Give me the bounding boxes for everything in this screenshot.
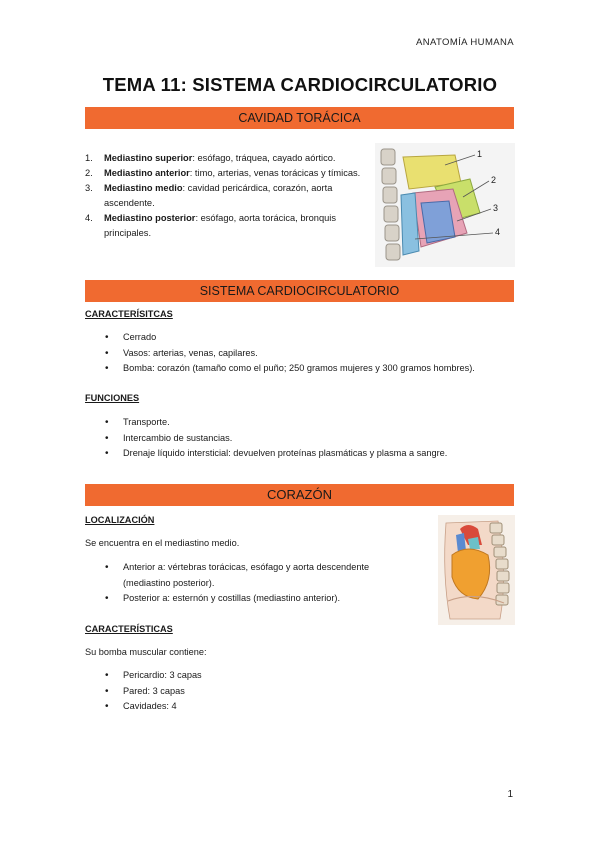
item-text: Posterior a: esternón y costillas (mediastino anterior). bbox=[123, 593, 341, 603]
item-number: 2. bbox=[85, 168, 93, 178]
item-term: Mediastino superior bbox=[104, 153, 193, 163]
caracteristicas-text: Su bomba muscular contiene: bbox=[85, 647, 207, 657]
list-item: • Drenaje líquido intersticial: devuelven proteínas plasmáticas y plasma a sangre. bbox=[105, 448, 448, 459]
list-item: • Transporte. bbox=[105, 417, 170, 428]
list-item: • Vasos: arterias, venas, capilares. bbox=[105, 347, 258, 359]
item-number: 1. bbox=[85, 153, 93, 163]
item-text: Cavidades: 4 bbox=[123, 701, 177, 711]
item-text: : timo, arterias, venas torácicas y tímicas. bbox=[189, 168, 361, 178]
subheading-localizacion: LOCALIZACIÓN bbox=[85, 515, 155, 525]
list-item bbox=[85, 211, 365, 241]
item-text: Pericardio: 3 capas bbox=[123, 670, 202, 680]
item-term: Mediastino anterior bbox=[104, 168, 190, 178]
item-text: Intercambio de sustancias. bbox=[123, 432, 233, 443]
heart-location-figure bbox=[438, 515, 515, 625]
item-text: Bomba: corazón (tamaño como el puño; 250 gramos mujeres y 300 gramos hombres). bbox=[123, 363, 475, 373]
subheading-caracteristicas-corazon: CARACTERÍSTICAS bbox=[85, 624, 173, 634]
thoracic-cavity-figure bbox=[375, 143, 515, 267]
localizacion-list bbox=[105, 560, 375, 607]
list-item: • Pericardio: 3 capas bbox=[105, 670, 202, 681]
item-text: Transporte. bbox=[123, 417, 170, 427]
list-item: • Pared: 3 capas bbox=[105, 685, 185, 697]
item-term: Mediastino posterior bbox=[104, 213, 196, 223]
localizacion-text: Se encuentra en el mediastino medio. bbox=[85, 538, 240, 548]
running-header: ANATOMÍA HUMANA bbox=[415, 37, 514, 48]
list-item bbox=[85, 151, 365, 166]
item-text: Drenaje líquido intersticial: devuelven proteínas plasmáticas y plasma a sangre. bbox=[123, 448, 448, 458]
item-text: Vasos: arterias, venas, capilares. bbox=[123, 347, 258, 358]
item-text: Cerrado bbox=[123, 332, 157, 342]
list-item: • Cavidades: 4 bbox=[105, 701, 177, 712]
section-heading-sistema: SISTEMA CARDIOCIRCULATORIO bbox=[85, 280, 514, 302]
figure-label: 3 bbox=[493, 203, 499, 213]
subheading-funciones: FUNCIONES bbox=[85, 393, 140, 403]
item-term: Mediastino medio bbox=[104, 183, 183, 193]
item-number: 4. bbox=[85, 213, 93, 223]
funciones-list bbox=[105, 415, 447, 462]
item-text: : esófago, aorta torácica, bronquis principales. bbox=[104, 213, 337, 238]
list-item: • Posterior a: esternón y costillas (mediastino anterior). bbox=[105, 593, 341, 604]
page-number: 1 bbox=[507, 789, 513, 800]
caracteristicas-list bbox=[105, 330, 475, 377]
item-text: Pared: 3 capas bbox=[123, 685, 185, 696]
list-item: • Bomba: corazón (tamaño como el puño; 250 gramos mujeres y 300 gramos hombres). bbox=[105, 363, 475, 374]
item-text: Anterior a: vértebras torácicas, esófago y aorta descendente (mediastino posterior). bbox=[123, 562, 370, 588]
caracteristicas-corazon-list bbox=[105, 668, 202, 715]
list-item bbox=[85, 166, 365, 181]
section-heading-cavidad: CAVIDAD TORÁCICA bbox=[85, 107, 514, 129]
figure-label: 1 bbox=[477, 149, 483, 159]
page-title: TEMA 11: SISTEMA CARDIOCIRCULATORIO bbox=[102, 74, 498, 95]
list-item: • Anterior a: vértebras torácicas, esófago y aorta descendente (mediastino posterior). bbox=[105, 562, 370, 588]
section-heading-corazon: CORAZÓN bbox=[85, 484, 514, 506]
item-number: 3. bbox=[85, 183, 93, 193]
pulmonary-shape bbox=[468, 537, 480, 549]
list-item: • Intercambio de sustancias. bbox=[105, 432, 233, 444]
list-item bbox=[85, 181, 365, 211]
mediastino-list bbox=[85, 151, 365, 241]
item-text: : esófago, tráquea, cayado aórtico. bbox=[192, 153, 336, 163]
list-item: • Cerrado bbox=[105, 332, 157, 343]
subheading-caracteristicas: CARACTERÍSITCAS bbox=[85, 309, 173, 319]
figure-label: 2 bbox=[491, 175, 497, 185]
figure-label: 4 bbox=[495, 227, 501, 237]
item-text: : cavidad pericárdica, corazón, aorta ascendente. bbox=[104, 183, 333, 208]
